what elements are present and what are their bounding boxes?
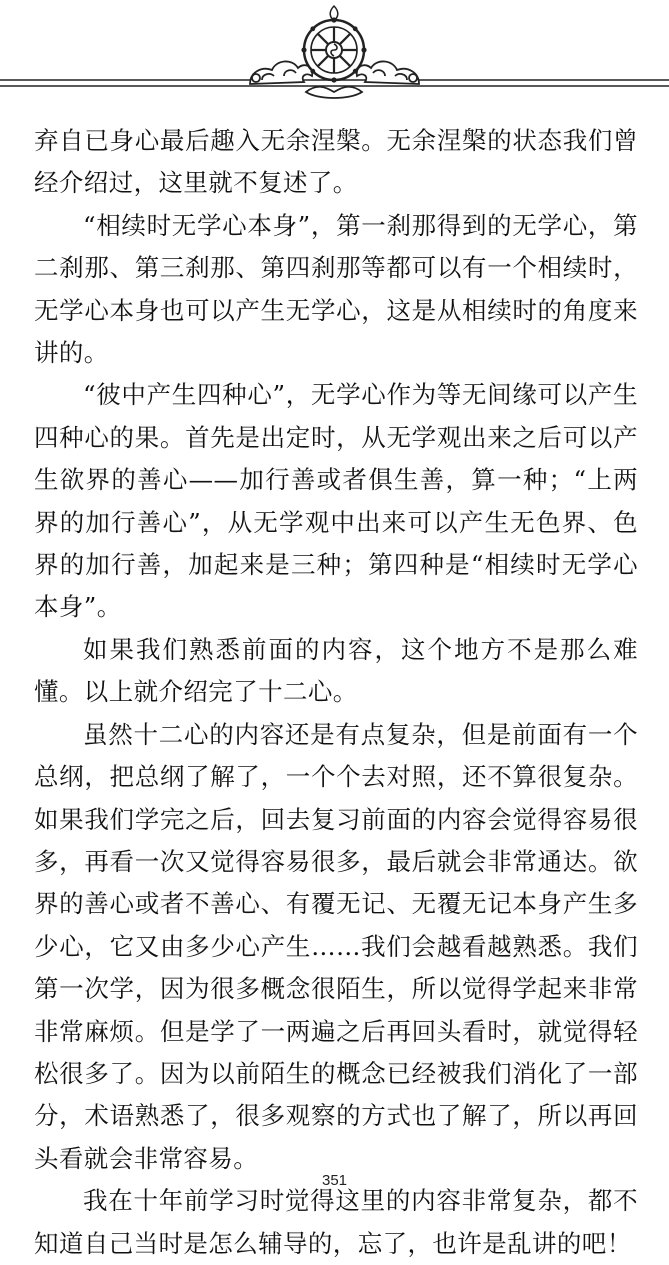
auspicious-cloud-icon-right	[357, 61, 419, 84]
header-rules	[0, 0, 669, 110]
paragraph-5: 虽然十二心的内容还是有点复杂，但是前面有一个总纲，把总纲了解了，一个个去对照，还不算很复杂。如果我们学完之后，回去复习前面的内容会觉得容易很多，再看一次又觉得容易很多，最后就会非常通达。欲界的善心或者不善心、有覆无记、无覆无记本身产生多少心，它又由多少心产生……我们会越看越熟悉。我们第一次学，因为很多概念很陌生，所以觉得学起来非常非常麻烦。但是学了一两遍之后再回头看时，就觉得轻松很多了。因为以前陌生的概念已经被我们消化了一部分，术语熟悉了，很多观察的方式也了解了，所以再回头看就会非常容易。	[34, 719, 638, 1173]
paragraph-4: 如果我们熟悉前面的内容，这个地方不是那么难懂。以上就介绍完了十二心。	[34, 634, 638, 707]
paragraph-2: “相续时无学心本身”，第一刹那得到的无学心，第二刹那、第三刹那、第四刹那等都可以有一个相续时，无学心本身也可以产生无学心，这是从相续时的角度来讲的。	[34, 210, 638, 368]
page-header-ornament	[0, 0, 669, 110]
body-text	[34, 120, 638, 1265]
paragraph-6: 我在十年前学习时觉得这里的内容非常复杂，都不知道自己当时是怎么辅导的，忘了，也许是乱讲的吧！	[34, 1186, 638, 1258]
auspicious-cloud-icon-left	[250, 61, 312, 84]
paragraph-1: 弃自已身心最后趣入无余涅槃。无余涅槃的状态我们曾经介绍过，这里就不复述了。	[34, 126, 638, 198]
paragraph-3: “彼中产生四种心”，无学心作为等无间缘可以产生四种心的果。首先是出定时，从无学观出来之后可以产生欲界的善心——加行善或者俱生善，算一种；“上两界的加行善心”，从无学观中出来可以产生无色界、色界的加行善，加起来是三种；第四种是“相续时无学心本身”。	[34, 380, 638, 622]
dharma-wheel-icon	[301, 6, 366, 98]
page-number: 351	[321, 1172, 348, 1189]
